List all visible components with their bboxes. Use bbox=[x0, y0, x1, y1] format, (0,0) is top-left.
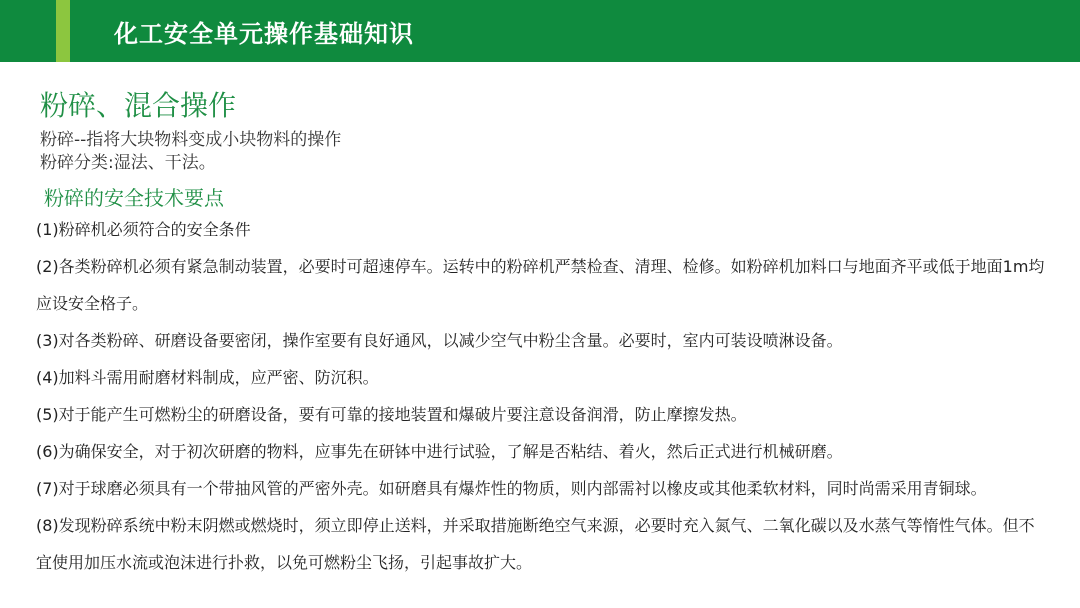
safety-point-2: (2)各类粉碎机必须有紧急制动装置，必要时可超速停车。运转中的粉碎机严禁检查、清理、检修。如粉碎机加料口与地面齐平或低于地面1m均应设安全格子。 bbox=[36, 257, 1045, 313]
section-title: 粉碎、混合操作 bbox=[40, 89, 237, 122]
safety-point-4: (4)加料斗需用耐磨材料制成，应严密、防沉积。 bbox=[36, 368, 379, 387]
safety-points-list bbox=[36, 211, 1046, 581]
safety-point-6: (6)为确保安全，对于初次研磨的物料，应事先在研钵中进行试验，了解是否粘结、着火，然后正式进行机械研磨。 bbox=[36, 442, 843, 461]
safety-point-8: (8)发现粉碎系统中粉末阴燃或燃烧时，须立即停止送料，并采取措施断绝空气来源，必要时充入氮气、二氧化碳以及水蒸气等惰性气体。但不宜使用加压水流或泡沫进行扑救，以免可燃粉尘飞扬，引起事故扩大。 bbox=[36, 516, 1035, 572]
safety-point-7: (7)对于球磨必须具有一个带抽风管的严密外壳。如研磨具有爆炸性的物质，则内部需衬以橡皮或其他柔软材料，同时尚需采用青铜球。 bbox=[36, 479, 987, 498]
safety-point-5: (5)对于能产生可燃粉尘的研磨设备，要有可靠的接地装置和爆破片要注意设备润滑，防止摩擦发热。 bbox=[36, 405, 747, 424]
subsection-title: 粉碎的安全技术要点 bbox=[44, 186, 224, 210]
page-title: 化工安全单元操作基础知识 bbox=[114, 20, 414, 48]
definition-text: 粉碎--指将大块物料变成小块物料的操作 bbox=[40, 130, 342, 150]
safety-point-1: (1)粉碎机必须符合的安全条件 bbox=[36, 220, 251, 239]
header-accent-stripe bbox=[56, 0, 70, 62]
classification-text: 粉碎分类:湿法、干法。 bbox=[40, 153, 216, 173]
safety-point-3: (3)对各类粉碎、研磨设备要密闭，操作室要有良好通风，以减少空气中粉尘含量。必要时，室内可装设喷淋设备。 bbox=[36, 331, 843, 350]
